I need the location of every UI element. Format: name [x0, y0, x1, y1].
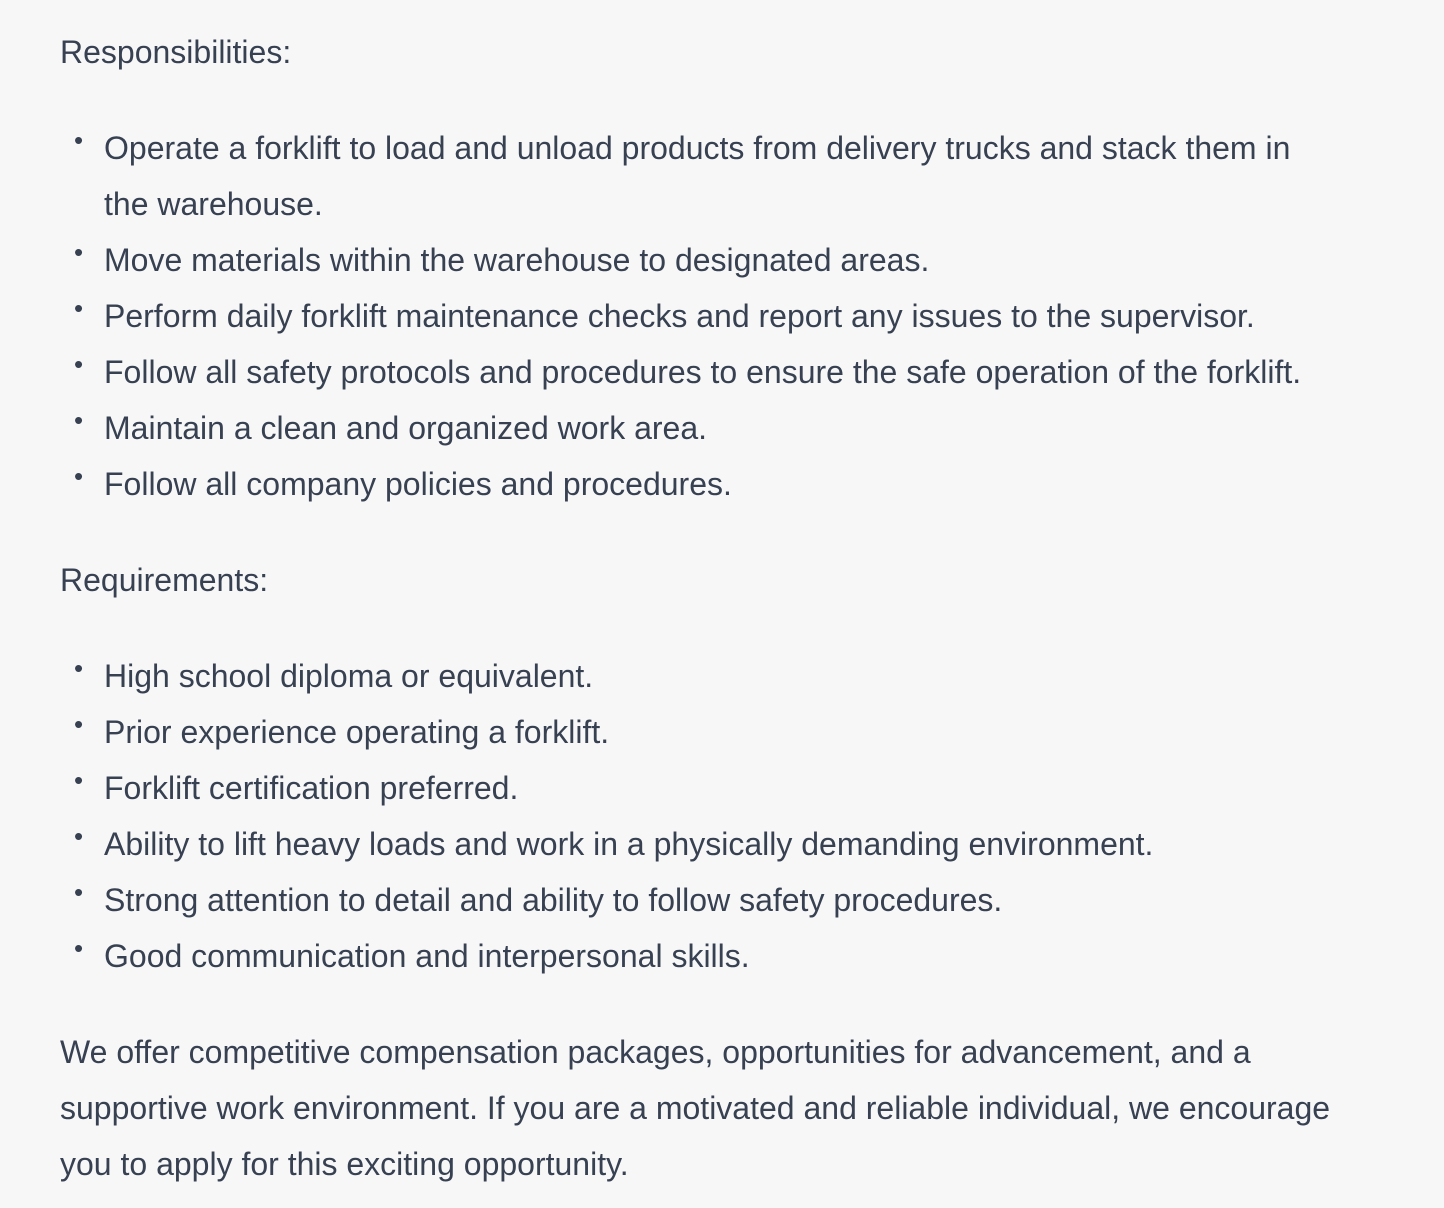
bullet-icon: • [74, 125, 84, 155]
list-item [74, 288, 1384, 344]
responsibilities-list [60, 120, 1384, 512]
list-item-text-line-2: the warehouse. [104, 186, 323, 222]
list-item-text: Forklift certification preferred. [104, 770, 519, 806]
list-item [74, 816, 1384, 872]
list-item [74, 120, 1384, 232]
list-item-text: Perform daily forklift maintenance checks and report any issues to the supervisor. [104, 298, 1255, 334]
responsibilities-heading: Responsibilities: [60, 34, 292, 70]
list-item-text: High school diploma or equivalent. [104, 658, 594, 694]
list-item-text: Good communication and interpersonal skills. [104, 938, 750, 974]
bullet-icon: • [74, 821, 84, 851]
list-item [74, 400, 1384, 456]
bullet-icon: • [74, 653, 84, 683]
closing-paragraph [60, 1024, 1370, 1192]
list-item [74, 928, 1384, 984]
list-item [74, 456, 1384, 512]
list-item-text-line-1: Operate a forklift to load and unload products from delivery trucks and stack them in [104, 130, 1291, 166]
list-item [74, 232, 1384, 288]
list-item-text: Move materials within the warehouse to designated areas. [104, 242, 930, 278]
list-item-text: Ability to lift heavy loads and work in a physically demanding environment. [104, 826, 1154, 862]
bullet-icon: • [74, 765, 84, 795]
list-item [74, 872, 1384, 928]
requirements-list [60, 648, 1384, 984]
list-item-text: Prior experience operating a forklift. [104, 714, 610, 750]
requirements-heading: Requirements: [60, 562, 269, 598]
list-item-text: Follow all company policies and procedures. [104, 466, 732, 502]
bullet-icon: • [74, 709, 84, 739]
list-item [74, 704, 1384, 760]
bullet-icon: • [74, 237, 84, 267]
list-item [74, 760, 1384, 816]
bullet-icon: • [74, 877, 84, 907]
closing-line-1: We offer competitive compensation packages, opportunities for advancement, and a [60, 1034, 1251, 1070]
list-item-text: Strong attention to detail and ability to follow safety procedures. [104, 882, 1003, 918]
closing-line-2: supportive work environment. If you are a motivated and reliable individual, we encourage [60, 1090, 1331, 1126]
bullet-icon: • [74, 349, 84, 379]
closing-line-3: you to apply for this exciting opportunity. [60, 1146, 629, 1182]
bullet-icon: • [74, 293, 84, 323]
list-item [74, 648, 1384, 704]
bullet-icon: • [74, 933, 84, 963]
list-item [74, 344, 1384, 400]
list-item-text: Follow all safety protocols and procedures to ensure the safe operation of the forklift. [104, 354, 1302, 390]
bullet-icon: • [74, 461, 84, 491]
list-item-text: Maintain a clean and organized work area. [104, 410, 708, 446]
bullet-icon: • [74, 405, 84, 435]
